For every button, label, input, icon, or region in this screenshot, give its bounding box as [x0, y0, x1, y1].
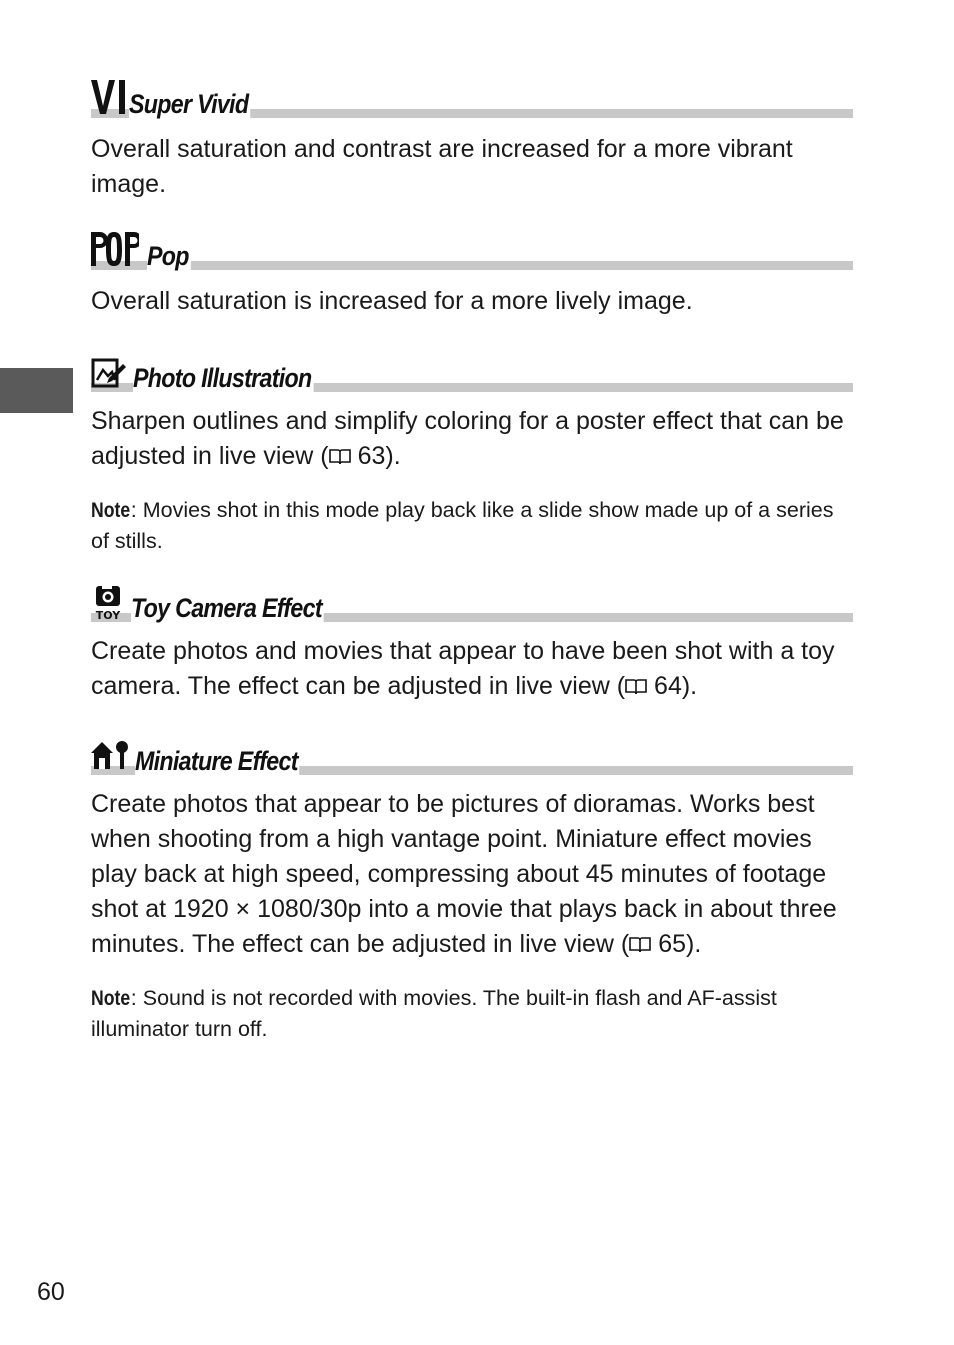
page-reference: 63).: [350, 442, 401, 470]
section-photo-illustration: [91, 352, 853, 557]
section-title: Pop: [147, 241, 189, 271]
book-reference-icon: [329, 441, 351, 476]
svg-text:TOY: TOY: [95, 609, 121, 620]
note-text: : Sound is not recorded with movies. The built-in flash and AF-assist illuminator turn off.: [91, 986, 777, 1041]
toy-camera-icon: [91, 582, 125, 620]
section-heading: [91, 352, 853, 392]
section-title: Super Vivid: [129, 89, 249, 119]
note-text: : Movies shot in this mode play back like a slide show made up of a series of stills.: [91, 498, 834, 553]
section-body: [91, 634, 853, 706]
miniature-icon: [91, 735, 131, 773]
section-miniature: [91, 735, 853, 1045]
pop-icon: [91, 230, 139, 268]
section-note: [91, 983, 853, 1045]
section-body: [91, 787, 853, 964]
body-text: Create photos that appear to be pictures of dioramas. Works best when shooting from a high vantage point. Miniature effect movies play back at high speed, compressing about 45 minutes of footage shot at 1920 × 1080/30p into a movie that plays back in about three minutes. The effect can be adjusted in live view (: [91, 790, 837, 958]
section-heading: [91, 582, 853, 622]
page-reference: 65).: [651, 930, 702, 958]
section-heading: [91, 735, 853, 775]
section-title: Photo Illustration: [133, 363, 312, 393]
section-title: Toy Camera Effect: [131, 593, 322, 623]
section-heading: [91, 78, 853, 118]
book-reference-icon: [625, 671, 647, 706]
photo-illustration-icon: [91, 352, 127, 390]
section-body: Overall saturation and contrast are increased for a more vibrant image.: [91, 135, 793, 198]
body-text: Sharpen outlines and simplify coloring for a poster effect that can be adjusted in live view (: [91, 407, 844, 470]
heading-rule: [91, 261, 853, 270]
book-reference-icon: [629, 929, 651, 964]
chapter-tab: [0, 368, 73, 413]
super-vivid-icon: [91, 78, 127, 116]
section-note: [91, 495, 853, 557]
section-title: Miniature Effect: [135, 746, 298, 776]
section-super-vivid: [91, 78, 853, 202]
note-label: Note: [91, 986, 131, 1010]
section-body: Overall saturation is increased for a more lively image.: [91, 287, 693, 315]
section-pop: [91, 230, 853, 319]
body-text: Create photos and movies that appear to have been shot with a toy camera. The effect can be adjusted in live view (: [91, 637, 835, 700]
page-number: 60: [37, 1278, 65, 1306]
section-body: [91, 404, 853, 476]
note-label: Note: [91, 498, 131, 522]
section-heading: [91, 230, 853, 270]
page-reference: 64).: [647, 672, 698, 700]
section-toy-camera: [91, 582, 853, 706]
